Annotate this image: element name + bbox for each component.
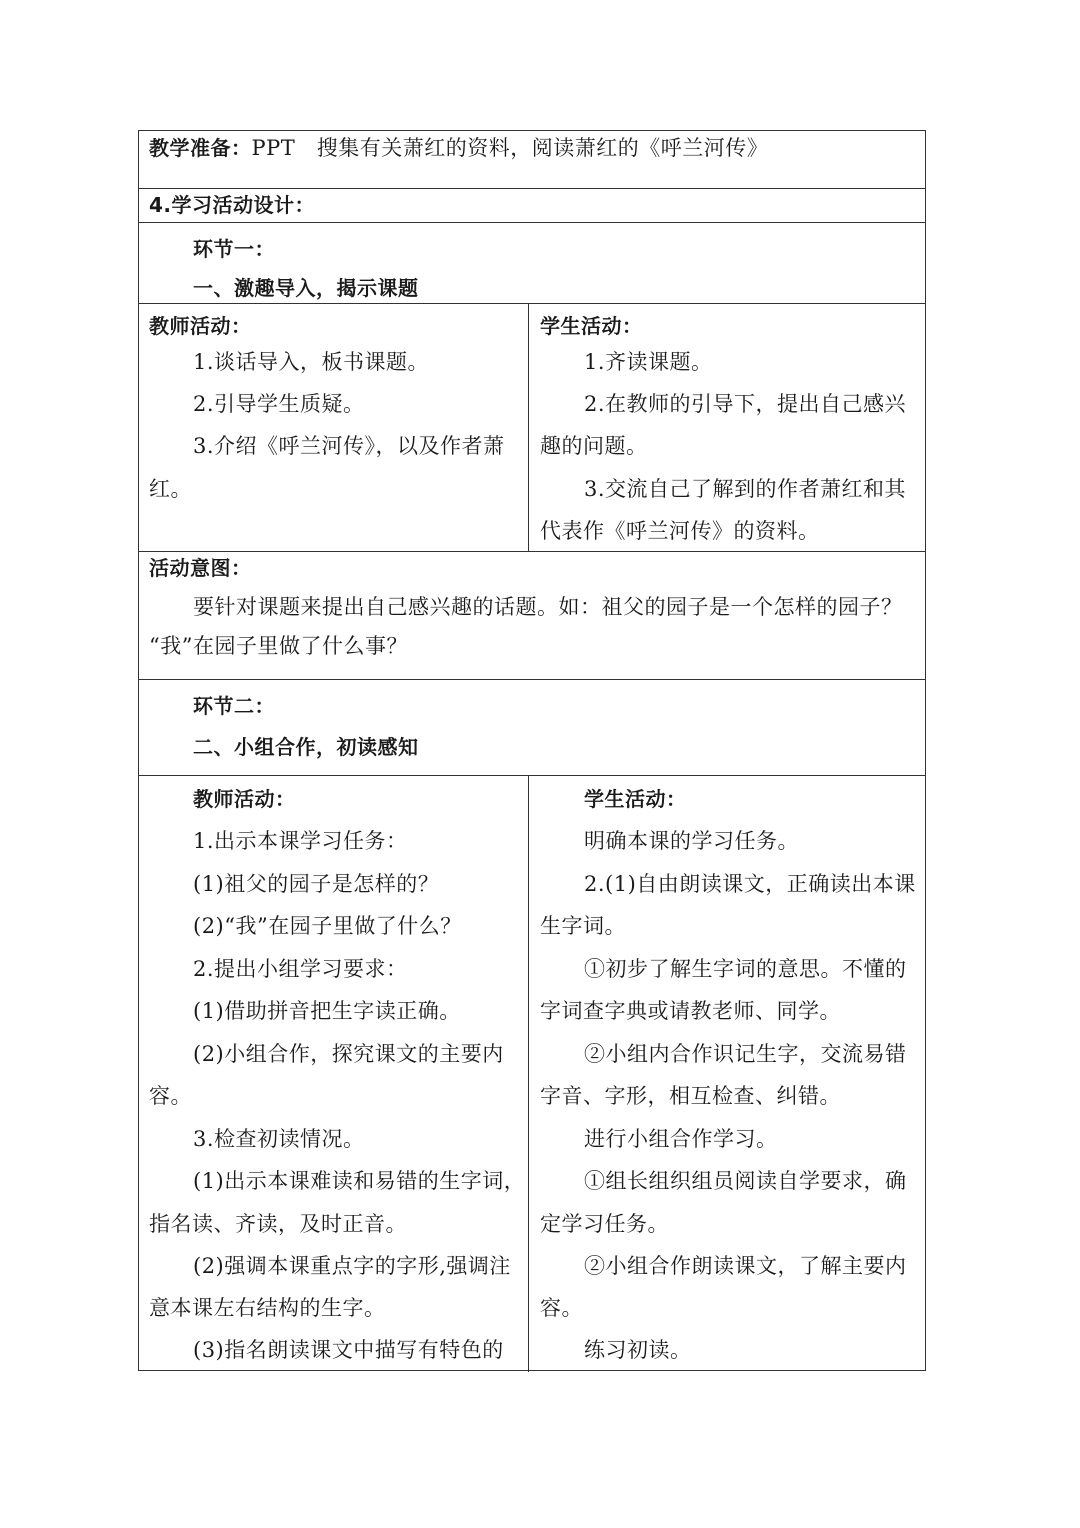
stage2-student-line: 生字词。	[540, 914, 626, 938]
prep-text: PPT 搜集有关萧红的资料，阅读萧红的《呼兰河传》	[251, 136, 769, 160]
stage2-teacher-line: (2)强调本课重点字的字形,强调注	[193, 1254, 511, 1278]
activity-design-title: 4.学习活动设计：	[149, 193, 316, 217]
stage2-teacher-line: (2)小组合作，探究课文的主要内	[193, 1042, 504, 1066]
stage2-teacher-line: 2.提出小组学习要求：	[193, 957, 408, 981]
row-divider	[139, 679, 925, 680]
stage1-teacher-line: 红。	[149, 477, 192, 501]
stage2-student-line: 2.(1)自由朗读课文，正确读出本课	[584, 872, 916, 896]
stage2-student-line: 进行小组合作学习。	[584, 1127, 778, 1151]
stage1-student-line: 2.在教师的引导下，提出自己感兴	[584, 392, 907, 416]
row-divider	[139, 775, 925, 776]
stage1-teacher-line: 3.介绍《呼兰河传》，以及作者萧	[193, 434, 505, 458]
stage1-student-line: 3.交流自己了解到的作者萧红和其	[584, 477, 907, 501]
stage2-teacher-line: (2)“我”在园子里做了什么？	[193, 914, 462, 938]
intent-heading: 活动意图：	[149, 556, 252, 580]
column-divider	[528, 303, 529, 551]
prep-row	[149, 135, 768, 161]
stage1-student-line: 趣的问题。	[540, 434, 648, 458]
stage2-student-line: ①组长组织组员阅读自学要求，确	[584, 1169, 907, 1193]
stage2-teacher-line: (3)指名朗读课文中描写有特色的	[193, 1338, 504, 1362]
stage2-student-line: 明确本课的学习任务。	[584, 829, 799, 853]
stage1-student-line: 1.齐读课题。	[584, 350, 713, 374]
intent-line: 要针对课题来提出自己感兴趣的话题。如：祖父的园子是一个怎样的园子？	[193, 595, 903, 619]
stage2-student-line: 练习初读。	[584, 1338, 692, 1362]
stage2-label: 环节二：	[193, 694, 275, 718]
row-divider	[139, 551, 925, 552]
row-divider	[139, 188, 925, 189]
prep-label: 教学准备：	[149, 136, 252, 160]
row-divider	[139, 303, 925, 304]
stage1-teacher-line: 1.谈话导入，板书课题。	[193, 350, 430, 374]
stage2-teacher-line: 3.检查初读情况。	[193, 1127, 365, 1151]
stage2-student-line: 字音、字形，相互检查、纠错。	[540, 1084, 841, 1108]
stage1-student-line: 代表作《呼兰河传》的资料。	[540, 519, 820, 543]
stage2-student-line: 定学习任务。	[540, 1212, 669, 1236]
stage2-title: 二、小组合作，初读感知	[193, 735, 419, 759]
stage2-student-heading: 学生活动：	[584, 787, 687, 811]
stage2-teacher-line: (1)借助拼音把生字读正确。	[193, 999, 461, 1023]
stage2-teacher-line: (1)祖父的园子是怎样的？	[193, 872, 440, 896]
stage2-student-line: ②小组合作朗读课文，了解主要内	[584, 1254, 907, 1278]
stage2-teacher-line: 容。	[149, 1084, 192, 1108]
stage2-teacher-line: 意本课左右结构的生字。	[149, 1296, 386, 1320]
intent-line: “我”在园子里做了什么事？	[149, 634, 408, 658]
stage1-title: 一、激趣导入，揭示课题	[193, 276, 419, 300]
stage1-label: 环节一：	[193, 237, 275, 261]
stage2-student-line: 容。	[540, 1296, 583, 1320]
stage2-teacher-line: (1)出示本课难读和易错的生字词，	[193, 1169, 526, 1193]
stage2-student-line: ②小组内合作识记生字，交流易错	[584, 1042, 907, 1066]
stage2-teacher-line: 指名读、齐读，及时正音。	[149, 1212, 407, 1236]
stage2-teacher-heading: 教师活动：	[193, 787, 296, 811]
stage2-student-line: ①初步了解生字词的意思。不懂的	[584, 957, 907, 981]
lesson-plan-table	[138, 130, 926, 1371]
stage1-teacher-line: 2.引导学生质疑。	[193, 392, 365, 416]
stage2-student-line: 字词查字典或请教老师、同学。	[540, 999, 841, 1023]
row-divider	[139, 222, 925, 223]
column-divider	[528, 775, 529, 1372]
stage1-student-heading: 学生活动：	[540, 314, 643, 338]
stage1-teacher-heading: 教师活动：	[149, 314, 252, 338]
stage2-teacher-line: 1.出示本课学习任务：	[193, 829, 408, 853]
